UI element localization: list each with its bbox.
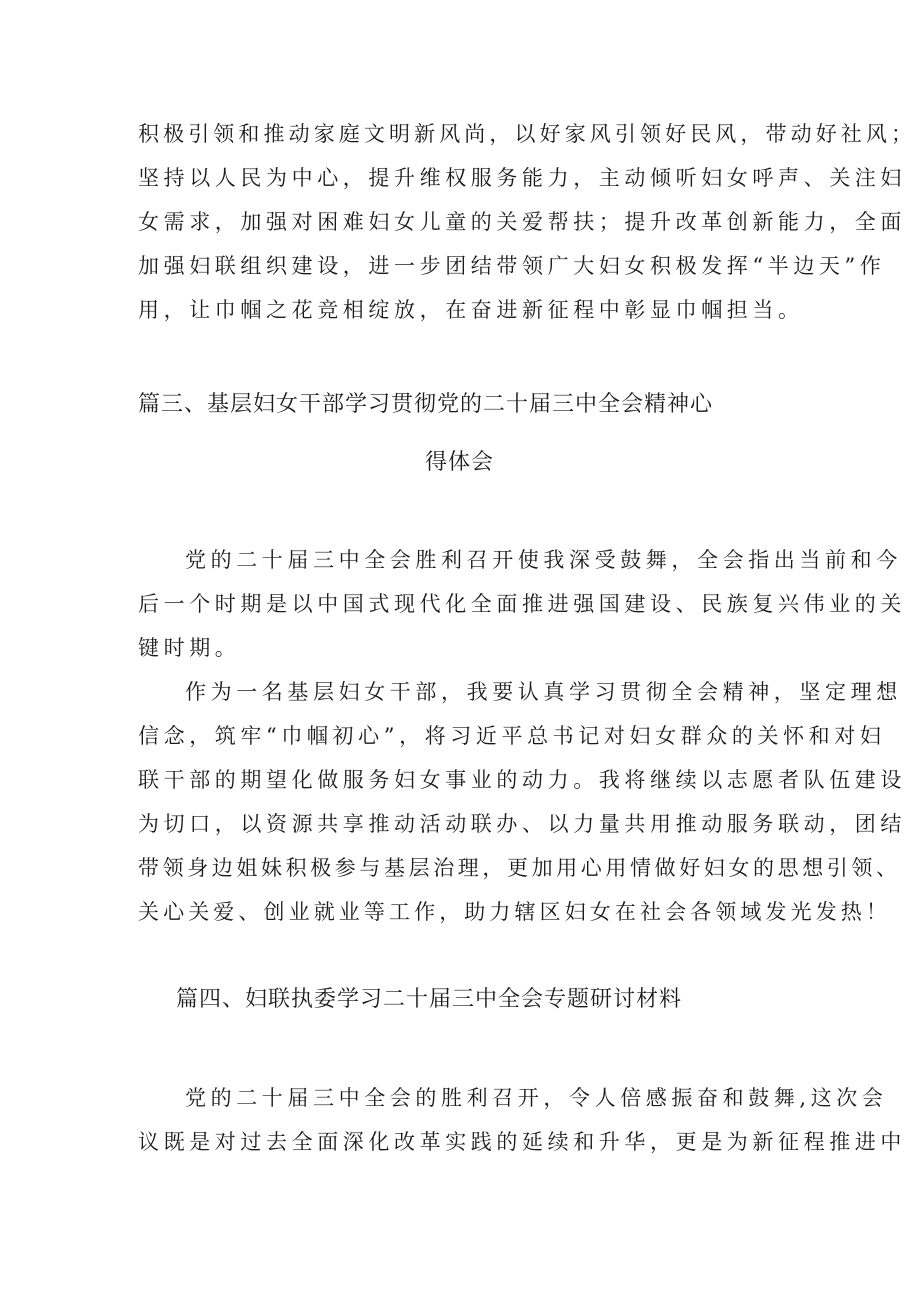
paragraph-line: 加强妇联组织建设，进一步团结带领广大妇女积极发挥“半边天”作 [138,254,886,278]
paragraph-line: 党的二十届三中全会的胜利召开，令人倍感振奋和鼓舞,这次会 [185,1086,888,1110]
paragraph-line: 联干部的期望化做服务妇女事业的动力。我将继续以志愿者队伍建设 [138,768,906,792]
paragraph-line: 用，让巾帼之花竞相绽放，在奋进新征程中彰显巾帼担当。 [138,298,804,322]
paragraph-line: 党的二十届三中全会胜利召开使我深受鼓舞，全会指出当前和今 [185,548,902,572]
paragraph-line: 作为一名基层妇女干部，我要认真学习贯彻全会精神，坚定理想 [185,680,902,704]
section3-title-line1: 篇三、基层妇女干部学习贯彻党的二十届三中全会精神心 [138,392,714,417]
paragraph-line: 积极引领和推动家庭文明新风尚，以好家风引领好民风，带动好社风； [138,122,917,146]
section4-title: 篇四、妇联执委学习二十届三中全会专题研讨材料 [176,987,683,1012]
paragraph-line: 带领身边姐妹积极参与基层治理，更加用心用情做好妇女的思想引领、 [138,856,901,880]
paragraph-line: 坚持以人民为中心，提升维权服务能力，主动倾听妇女呼声、关注妇 [138,166,906,190]
paragraph-line: 为切口，以资源共享推动活动联办、以力量共用推动服务联动，团结 [138,812,906,836]
paragraph-line: 后一个时期是以中国式现代化全面推进强国建设、民族复兴伟业的关 [138,592,906,616]
paragraph-line: 信念，筑牢“巾帼初心”，将习近平总书记对妇女群众的关怀和对妇 [138,724,886,748]
section3-title-line2: 得体会 [425,450,495,475]
paragraph-line: 关心关爱、创业就业等工作，助力辖区妇女在社会各领域发光发热！ [138,900,891,924]
paragraph-line: 议既是对过去全面深化改革实践的延续和升华，更是为新征程推进中 [138,1130,906,1154]
paragraph-line: 键时期。 [138,636,241,660]
paragraph-line: 女需求，加强对困难妇女儿童的关爱帮扶；提升改革创新能力，全面 [138,210,906,234]
